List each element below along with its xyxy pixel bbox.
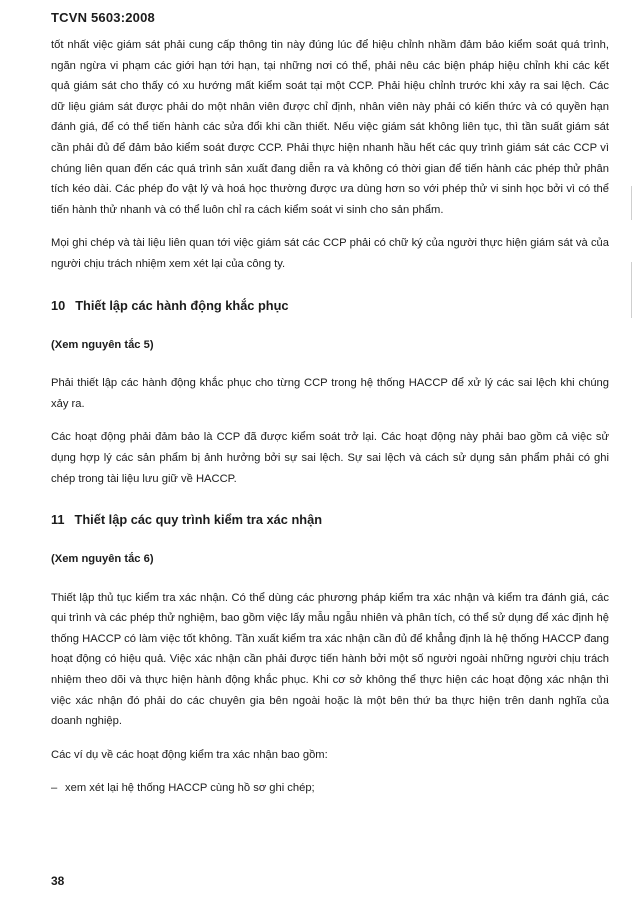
section-11-heading <box>51 509 609 531</box>
section-paragraph: Phải thiết lập các hành động khắc phục cho từng CCP trong hệ thống HACCP để xử lý các sai lệch khi chúng xảy ra. <box>51 377 609 410</box>
intro-paragraph: tốt nhất việc giám sát phải cung cấp thông tin này đúng lúc để hiệu chỉnh nhầm đảm bảo kiểm soát quá trình, ngăn ngừa vi phạm các giới hạn tới hạn, tại những nơi có thể, phải nêu các biện pháp hiệu chỉnh khi các kết quả giám sát cho thấy có xu hướng mất kiểm soát tại một CCP. Phải hiệu chỉnh trước khi xảy ra sai lệch. Các dữ liệu giám sát được phải do một nhân viên được chỉ định, nhân viên này phải có kiến thức và có quyền hạn đánh giá, để có thể tiến hành các sửa đổi khi cần thiết. Nếu việc giám sát không liên tục, thì tần suất giám sát cần phải đủ để đảm bảo kiểm soát được CCP. Phải thực hiện nhanh hầu hết các quy trình giám sát các CCP vì chúng liên quan đến các quá trình sản xuất đang diễn ra và không có thời gian để tiến hành các phép thử phân tích kéo dài. Các phép đo vật lý và hoá học thường được ưa dùng hơn so với phép thử vi sinh học bởi vì có thể tiến hành thử nhanh và có thể luôn chỉ ra cách kiểm soát vi sinh cho sản phẩm. <box>51 39 609 216</box>
document-header: TCVN 5603:2008 <box>51 10 155 25</box>
section-title: Thiết lập các quy trình kiểm tra xác nhận <box>74 512 323 528</box>
scan-margin-line <box>631 262 632 318</box>
section-paragraph: Thiết lập thủ tục kiểm tra xác nhận. Có thể dùng các phương pháp kiểm tra xác nhận và kiểm tra đánh giá, các qui trình và các phép thử nghiệm, bao gồm việc lấy mẫu ngẫu nhiên và phân tích, có thể sử dụng để xác định hệ thống HACCP có làm việc tốt không. Tần xuất kiểm tra xác nhận cần đủ để khẳng định là hệ thống HACCP đang hoạt động có hiệu quả. Việc xác nhận cần phải được tiến hành bởi một số người ngoài những người chịu trách nhiệm theo dõi và thực hiện hành động khắc phục. Khi cơ sở không thể thực hiện các hoạt động xác nhận thì việc xác nhận đó phải do các chuyên gia bên ngoài hoặc là một bên thứ ba thực hiện trên danh nghĩa của doanh nghiệp. <box>51 591 609 728</box>
page-content <box>51 35 609 799</box>
section-paragraph: Các hoạt động phải đảm bảo là CCP đã được kiểm soát trở lại. Các hoạt động này phải bao gồm cả việc sử dụng hợp lý các sản phẩm bị ảnh hưởng bởi sự sai lệch. Sự sai lệch và cách sử dụng sản phẩm phải có ghi chép trong tài liệu lưu giữ về HACCP. <box>51 431 609 485</box>
list-item <box>51 778 609 799</box>
principle-reference: (Xem nguyên tắc 6) <box>51 553 154 566</box>
page-number: 38 <box>51 874 65 888</box>
list-dash: – <box>51 782 58 795</box>
list-item-text: xem xét lại hệ thống HACCP cùng hồ sơ ghi chép; <box>65 782 315 795</box>
section-10-heading <box>51 295 609 317</box>
principle-reference: (Xem nguyên tắc 5) <box>51 338 154 351</box>
scan-margin-line <box>631 186 632 220</box>
section-paragraph: Các ví dụ về các hoạt động kiểm tra xác nhận bao gồm: <box>51 748 328 761</box>
section-title: Thiết lập các hành động khắc phục <box>75 297 289 313</box>
intro-paragraph: Mọi ghi chép và tài liệu liên quan tới việc giám sát các CCP phải có chữ ký của người thực hiện giám sát và của người chịu trách nhiệm xem xét lại của công ty. <box>51 237 609 270</box>
section-number: 11 <box>51 512 65 528</box>
section-number: 10 <box>51 297 66 313</box>
